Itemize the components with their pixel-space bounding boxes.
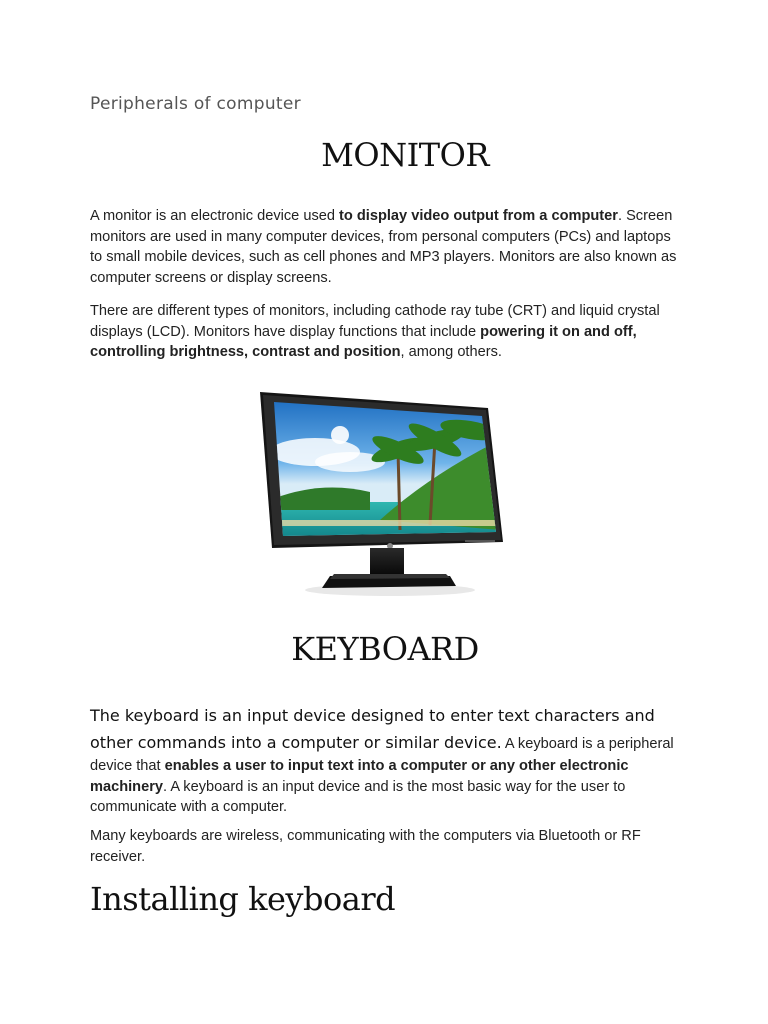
text-span: There are different types of monitors, including cathode ray tube (CRT) and liquid crystal displays (LCD). Monitors have display functions that include xyxy=(90,303,660,340)
bold-span: to display video output from a computer xyxy=(339,208,618,224)
text-span: . Screen monitors are used in many computer devices, from personal computers (PCs) and laptops to small mobile devices, such as cell phones and MP3 players. Monitors are also known as computer screens or display screens. xyxy=(90,208,677,286)
text-span: , among others. xyxy=(400,344,502,361)
keyboard-paragraph-2: Many keyboards are wireless, communicating with the computers via Bluetooth or RF receiver. xyxy=(90,828,641,865)
text-span: A monitor is an electronic device used xyxy=(90,208,340,224)
monitor-image xyxy=(230,380,540,605)
bold-span: powering it on and off, controlling brightness, contrast and position xyxy=(90,323,637,361)
text-span: . A keyboard is an input device and is the most basic way for the user to communicate with a computer. xyxy=(90,778,626,816)
lead-text: The keyboard is an input device designed to enter text characters and other commands into a computer or similar device. xyxy=(90,706,655,752)
text-span: A keyboard is a peripheral device that xyxy=(90,735,674,774)
monitor-paragraph-2 xyxy=(90,301,682,363)
monitor-heading: MONITOR xyxy=(321,136,489,174)
bold-span: enables a user to input text into a computer or any other electronic machinery xyxy=(90,758,629,795)
monitor-paragraph-1 xyxy=(90,206,682,288)
keyboard-paragraph-1 xyxy=(90,703,682,818)
installing-keyboard-heading: Installing keyboard xyxy=(90,880,396,918)
keyboard-heading: KEYBOARD xyxy=(291,630,479,668)
document-subtitle: Peripherals of computer xyxy=(90,94,301,114)
